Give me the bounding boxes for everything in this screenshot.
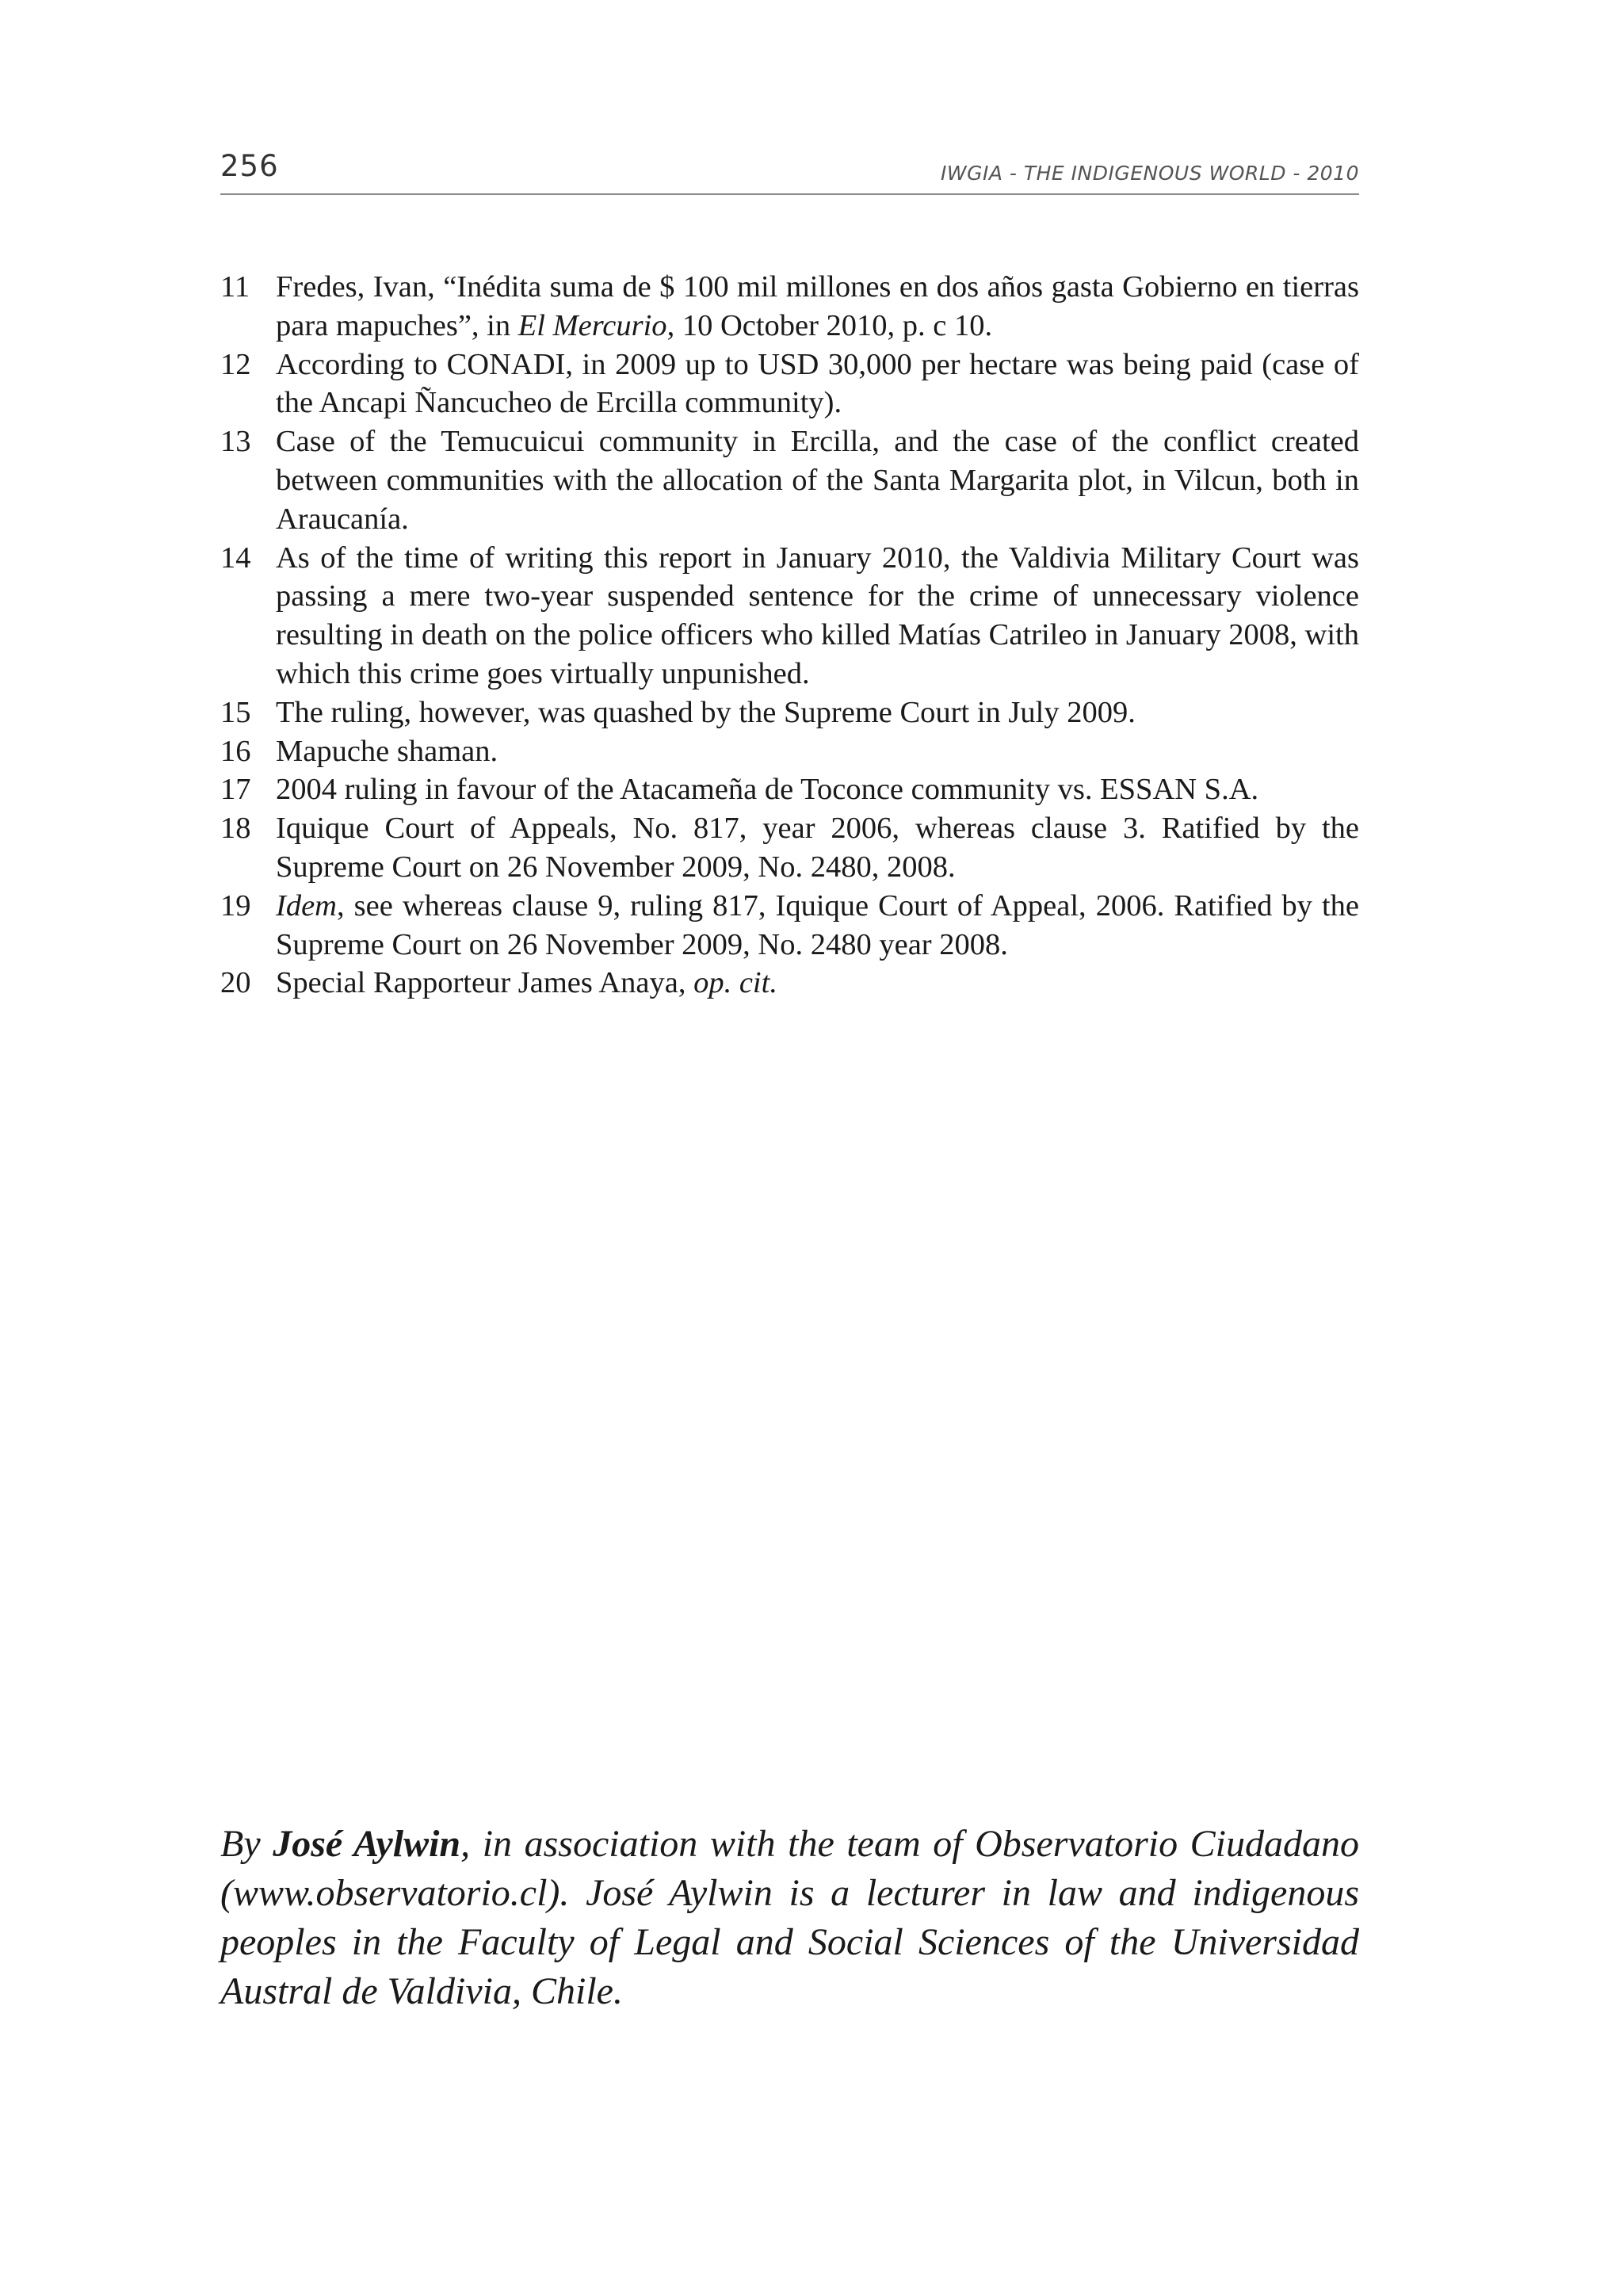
endnote-italic-text: El Mercurio bbox=[517, 308, 667, 342]
endnote bbox=[220, 422, 1359, 538]
endnote bbox=[220, 268, 1359, 346]
byline-prefix: By bbox=[220, 1823, 273, 1865]
endnote-text-run: , see whereas clause 9, ruling 817, Iquique Court of Appeal, 2006. Ratified by the Supreme Court on 26 November 2009, No. 2480 year 2008. bbox=[276, 888, 1359, 961]
page-header bbox=[220, 149, 1359, 195]
endnote-text-run: Mapuche shaman. bbox=[276, 734, 498, 768]
endnote-text bbox=[276, 773, 1258, 806]
endnote-text bbox=[276, 966, 777, 999]
endnote-text-run: 2004 ruling in favour of the Atacameña de Toconce community vs. ESSAN S.A. bbox=[276, 773, 1259, 807]
endnote bbox=[220, 887, 1359, 965]
endnote-text-run: As of the time of writing this report in January 2010, the Valdivia Military Court was passing a mere two-year suspended sentence for the crime of unnecessary violence resulting in death on the police officers who killed Matías Catrileo in January 2008, with which this crime goes virtually unpunished. bbox=[276, 541, 1359, 690]
endnotes-list bbox=[220, 268, 1359, 1003]
endnote bbox=[220, 964, 1359, 1003]
endnote-text bbox=[276, 696, 1136, 729]
endnote bbox=[220, 770, 1359, 809]
endnote-text-run: , 10 October 2010, p. c 10. bbox=[666, 308, 993, 342]
endnote-number: 11 bbox=[220, 270, 250, 304]
endnote-italic-text: Idem bbox=[276, 888, 337, 923]
endnote bbox=[220, 346, 1359, 423]
byline-text: , in association with the team of Observatorio Ciudadano (www.observatorio.cl). José Aylwin is a lecturer in law and indigenous peoples in the Faculty of Legal and Social Sciences of the Universidad Austral de Valdivia, Chile. bbox=[220, 1823, 1360, 2012]
author-byline bbox=[220, 1820, 1359, 2016]
endnote-text bbox=[276, 889, 1359, 961]
endnote-text-run: Special Rapporteur James Anaya, bbox=[276, 966, 694, 1000]
endnote-text-run: Fredes, Ivan, “Inédita suma de $ 100 mil millones en dos años gasta Gobierno en tierras para mapuches”, in bbox=[276, 270, 1359, 342]
endnote-number: 19 bbox=[220, 888, 251, 923]
endnote bbox=[220, 693, 1359, 732]
endnote-number: 18 bbox=[220, 812, 251, 846]
endnote-number: 16 bbox=[220, 734, 251, 768]
endnote-number: 15 bbox=[220, 695, 251, 729]
endnote-number: 17 bbox=[220, 773, 251, 807]
endnote-text bbox=[276, 425, 1359, 536]
endnote-number: 13 bbox=[220, 425, 251, 459]
endnote-italic-text: op. cit. bbox=[693, 966, 777, 1000]
endnote-number: 20 bbox=[220, 966, 251, 1000]
byline-author: José Aylwin bbox=[273, 1823, 461, 1865]
endnote-text bbox=[276, 348, 1359, 420]
endnote-text bbox=[276, 735, 498, 768]
endnote-text-run: The ruling, however, was quashed by the Supreme Court in July 2009. bbox=[276, 695, 1136, 729]
page-number: 256 bbox=[220, 149, 279, 183]
endnote-text bbox=[276, 812, 1359, 884]
endnote-text-run: Case of the Temucuicui community in Ercilla, and the case of the conflict created between communities with the allocation of the Santa Margarita plot, in Vilcun, both in Araucanía. bbox=[276, 425, 1359, 536]
endnote-text bbox=[276, 270, 1359, 342]
endnote-text-run: According to CONADI, in 2009 up to USD 30,000 per hectare was being paid (case of the Ancapi Ñancucheo de Ercilla community). bbox=[276, 347, 1359, 420]
endnote bbox=[220, 732, 1359, 771]
running-head: IWGIA - THE INDIGENOUS WORLD - 2010 bbox=[940, 162, 1359, 185]
endnote bbox=[220, 539, 1359, 693]
endnote-number: 14 bbox=[220, 541, 251, 575]
endnote-number: 12 bbox=[220, 347, 251, 381]
endnote bbox=[220, 809, 1359, 887]
endnote-text bbox=[276, 541, 1359, 690]
endnote-text-run: Iquique Court of Appeals, No. 817, year 2006, whereas clause 3. Ratified by the Supreme Court on 26 November 2009, No. 2480, 2008. bbox=[276, 812, 1359, 884]
